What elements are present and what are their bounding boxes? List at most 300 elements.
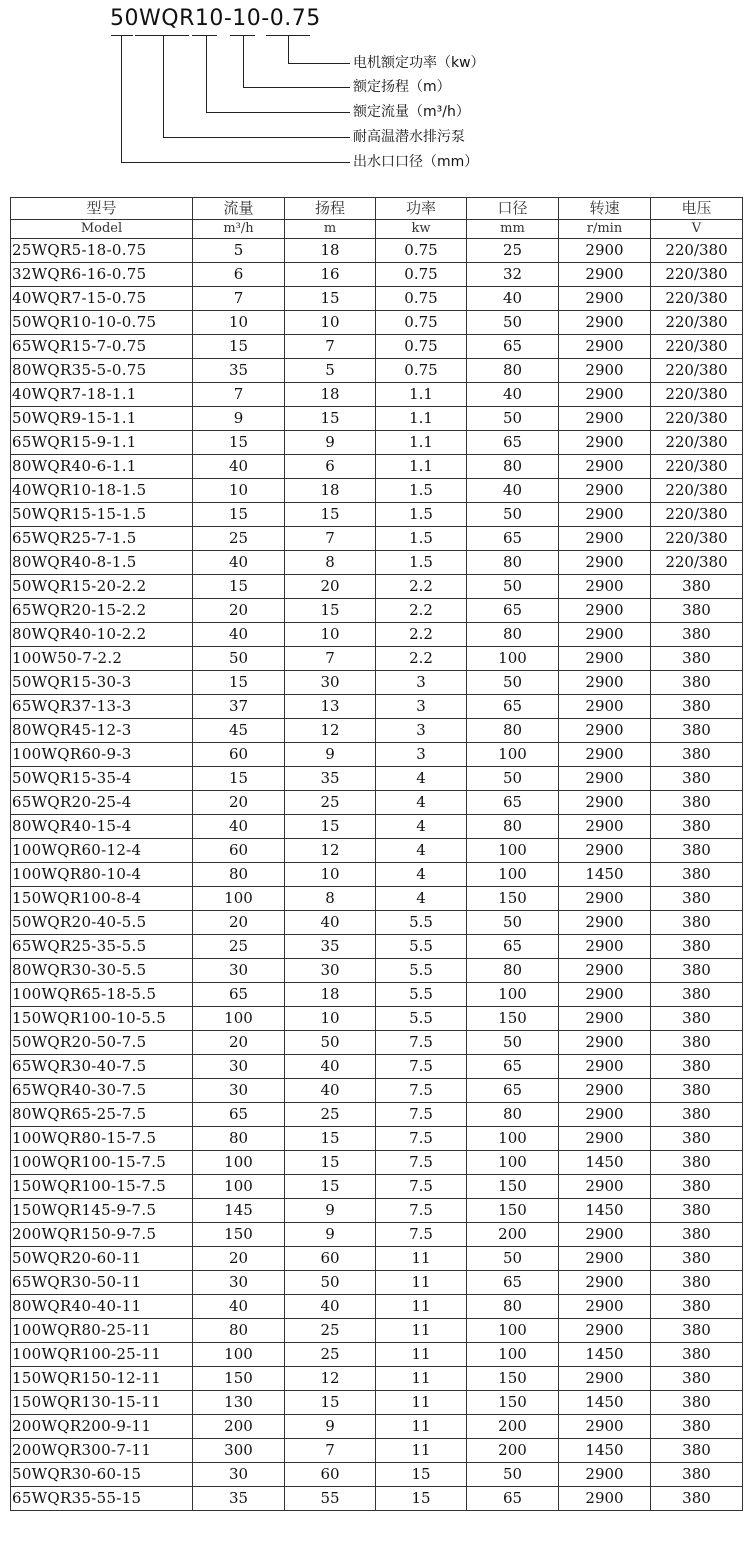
- cell-flow: 35: [193, 1487, 285, 1511]
- cell-voltage: 220/380: [651, 431, 743, 455]
- cell-voltage: 380: [651, 695, 743, 719]
- cell-voltage: 380: [651, 743, 743, 767]
- header-head: 扬程: [285, 198, 376, 220]
- cell-speed: 2900: [559, 1295, 651, 1319]
- cell-head: 60: [285, 1463, 376, 1487]
- cell-diameter: 50: [467, 911, 559, 935]
- cell-head: 10: [285, 863, 376, 887]
- cell-head: 16: [285, 263, 376, 287]
- cell-model: 65WQR15-7-0.75: [11, 335, 193, 359]
- cell-power: 11: [376, 1391, 467, 1415]
- table-row: [11, 743, 743, 767]
- cell-power: 0.75: [376, 359, 467, 383]
- header-model: 型号: [11, 198, 193, 220]
- cell-flow: 20: [193, 1031, 285, 1055]
- legend-pump-type: 耐高温潜水排污泵: [353, 129, 465, 145]
- cell-diameter: 150: [467, 1391, 559, 1415]
- cell-diameter: 50: [467, 1463, 559, 1487]
- cell-voltage: 380: [651, 1199, 743, 1223]
- cell-model: 50WQR15-35-4: [11, 767, 193, 791]
- cell-diameter: 65: [467, 1055, 559, 1079]
- cell-flow: 10: [193, 311, 285, 335]
- table-row: [11, 1151, 743, 1175]
- cell-speed: 2900: [559, 263, 651, 287]
- table-row: [11, 1367, 743, 1391]
- leader-series-horizontal: [163, 137, 350, 138]
- table-row: [11, 767, 743, 791]
- cell-voltage: 220/380: [651, 335, 743, 359]
- cell-speed: 2900: [559, 599, 651, 623]
- cell-speed: 2900: [559, 527, 651, 551]
- table-row: [11, 791, 743, 815]
- cell-flow: 15: [193, 575, 285, 599]
- table-row: [11, 671, 743, 695]
- cell-flow: 9: [193, 407, 285, 431]
- cell-voltage: 220/380: [651, 503, 743, 527]
- cell-flow: 45: [193, 719, 285, 743]
- table-body: [11, 239, 743, 1511]
- cell-speed: 2900: [559, 767, 651, 791]
- table-row: [11, 239, 743, 263]
- cell-voltage: 380: [651, 575, 743, 599]
- cell-speed: 2900: [559, 1175, 651, 1199]
- cell-flow: 145: [193, 1199, 285, 1223]
- cell-voltage: 380: [651, 767, 743, 791]
- cell-diameter: 200: [467, 1415, 559, 1439]
- table-row: [11, 1031, 743, 1055]
- cell-speed: 2900: [559, 1103, 651, 1127]
- cell-speed: 1450: [559, 863, 651, 887]
- cell-power: 3: [376, 743, 467, 767]
- cell-head: 7: [285, 647, 376, 671]
- cell-model: 40WQR7-15-0.75: [11, 287, 193, 311]
- cell-power: 11: [376, 1415, 467, 1439]
- cell-diameter: 100: [467, 1127, 559, 1151]
- table-row: [11, 1295, 743, 1319]
- table-row: [11, 1127, 743, 1151]
- cell-model: 50WQR15-20-2.2: [11, 575, 193, 599]
- cell-flow: 15: [193, 671, 285, 695]
- cell-head: 15: [285, 1127, 376, 1151]
- leader-power-vertical: [288, 36, 289, 63]
- cell-head: 15: [285, 1391, 376, 1415]
- cell-flow: 65: [193, 983, 285, 1007]
- cell-speed: 2900: [559, 623, 651, 647]
- cell-power: 4: [376, 791, 467, 815]
- cell-speed: 2900: [559, 407, 651, 431]
- table-row: [11, 983, 743, 1007]
- leader-power-horizontal: [288, 63, 350, 64]
- cell-flow: 30: [193, 1079, 285, 1103]
- cell-power: 1.1: [376, 407, 467, 431]
- cell-diameter: 65: [467, 695, 559, 719]
- cell-model: 50WQR20-50-7.5: [11, 1031, 193, 1055]
- cell-power: 0.75: [376, 287, 467, 311]
- cell-voltage: 380: [651, 719, 743, 743]
- cell-power: 7.5: [376, 1175, 467, 1199]
- cell-power: 1.5: [376, 503, 467, 527]
- table-row: [11, 1055, 743, 1079]
- cell-power: 11: [376, 1367, 467, 1391]
- cell-model: 50WQR30-60-15: [11, 1463, 193, 1487]
- cell-voltage: 380: [651, 1487, 743, 1511]
- cell-flow: 10: [193, 479, 285, 503]
- cell-head: 25: [285, 1343, 376, 1367]
- cell-speed: 2900: [559, 431, 651, 455]
- cell-diameter: 80: [467, 959, 559, 983]
- table-row: [11, 911, 743, 935]
- cell-voltage: 380: [651, 959, 743, 983]
- cell-head: 15: [285, 287, 376, 311]
- cell-voltage: 220/380: [651, 551, 743, 575]
- cell-voltage: 380: [651, 1439, 743, 1463]
- cell-power: 7.5: [376, 1127, 467, 1151]
- table-row: [11, 383, 743, 407]
- cell-model: 65WQR40-30-7.5: [11, 1079, 193, 1103]
- cell-head: 40: [285, 1079, 376, 1103]
- cell-diameter: 150: [467, 1175, 559, 1199]
- cell-speed: 2900: [559, 1271, 651, 1295]
- table-row: [11, 287, 743, 311]
- cell-voltage: 380: [651, 887, 743, 911]
- cell-diameter: 80: [467, 551, 559, 575]
- cell-model: 150WQR100-15-7.5: [11, 1175, 193, 1199]
- cell-head: 9: [285, 431, 376, 455]
- cell-model: 100WQR80-10-4: [11, 863, 193, 887]
- cell-diameter: 40: [467, 479, 559, 503]
- cell-speed: 2900: [559, 935, 651, 959]
- cell-diameter: 80: [467, 815, 559, 839]
- cell-voltage: 380: [651, 1463, 743, 1487]
- cell-diameter: 50: [467, 503, 559, 527]
- cell-head: 7: [285, 527, 376, 551]
- cell-model: 150WQR100-10-5.5: [11, 1007, 193, 1031]
- cell-diameter: 100: [467, 1151, 559, 1175]
- cell-speed: 2900: [559, 1367, 651, 1391]
- header-flow: 流量: [193, 198, 285, 220]
- cell-flow: 130: [193, 1391, 285, 1415]
- cell-flow: 40: [193, 455, 285, 479]
- cell-speed: 2900: [559, 1055, 651, 1079]
- cell-voltage: 380: [651, 1007, 743, 1031]
- cell-power: 11: [376, 1343, 467, 1367]
- cell-diameter: 40: [467, 383, 559, 407]
- cell-power: 0.75: [376, 239, 467, 263]
- cell-flow: 80: [193, 863, 285, 887]
- cell-speed: 1450: [559, 1439, 651, 1463]
- cell-model: 100WQR65-18-5.5: [11, 983, 193, 1007]
- unit-diameter: mm: [467, 220, 559, 239]
- cell-flow: 35: [193, 359, 285, 383]
- cell-power: 7.5: [376, 1079, 467, 1103]
- table-row: [11, 1487, 743, 1511]
- cell-speed: 2900: [559, 1223, 651, 1247]
- cell-voltage: 380: [651, 1055, 743, 1079]
- cell-speed: 2900: [559, 287, 651, 311]
- cell-diameter: 200: [467, 1223, 559, 1247]
- cell-speed: 2900: [559, 551, 651, 575]
- cell-diameter: 50: [467, 407, 559, 431]
- header-diameter: 口径: [467, 198, 559, 220]
- cell-speed: 2900: [559, 743, 651, 767]
- cell-power: 1.5: [376, 527, 467, 551]
- cell-model: 80WQR65-25-7.5: [11, 1103, 193, 1127]
- cell-voltage: 380: [651, 1343, 743, 1367]
- cell-power: 7.5: [376, 1103, 467, 1127]
- cell-voltage: 380: [651, 623, 743, 647]
- cell-model: 100WQR100-15-7.5: [11, 1151, 193, 1175]
- cell-flow: 15: [193, 503, 285, 527]
- cell-model: 150WQR130-15-11: [11, 1391, 193, 1415]
- cell-flow: 80: [193, 1319, 285, 1343]
- cell-model: 65WQR35-55-15: [11, 1487, 193, 1511]
- cell-head: 8: [285, 887, 376, 911]
- cell-head: 12: [285, 1367, 376, 1391]
- table-row: [11, 1343, 743, 1367]
- cell-voltage: 220/380: [651, 239, 743, 263]
- cell-speed: 2900: [559, 455, 651, 479]
- units-row: [11, 220, 743, 239]
- cell-model: 100W50-7-2.2: [11, 647, 193, 671]
- cell-voltage: 220/380: [651, 311, 743, 335]
- cell-voltage: 220/380: [651, 479, 743, 503]
- cell-voltage: 220/380: [651, 455, 743, 479]
- cell-model: 65WQR25-35-5.5: [11, 935, 193, 959]
- cell-model: 50WQR15-30-3: [11, 671, 193, 695]
- cell-diameter: 32: [467, 263, 559, 287]
- cell-voltage: 380: [651, 1367, 743, 1391]
- table-row: [11, 1415, 743, 1439]
- cell-flow: 15: [193, 431, 285, 455]
- leader-diameter-vertical: [121, 36, 122, 162]
- table-row: [11, 1391, 743, 1415]
- cell-head: 12: [285, 839, 376, 863]
- cell-model: 65WQR20-15-2.2: [11, 599, 193, 623]
- cell-power: 2.2: [376, 647, 467, 671]
- cell-power: 3: [376, 671, 467, 695]
- cell-power: 4: [376, 815, 467, 839]
- model-code-diagram: [0, 0, 750, 190]
- table-row: [11, 815, 743, 839]
- cell-speed: 2900: [559, 1463, 651, 1487]
- cell-model: 25WQR5-18-0.75: [11, 239, 193, 263]
- header-speed: 转速: [559, 198, 651, 220]
- cell-flow: 100: [193, 1343, 285, 1367]
- leader-head-horizontal: [243, 87, 350, 88]
- cell-voltage: 380: [651, 911, 743, 935]
- cell-power: 2.2: [376, 575, 467, 599]
- cell-diameter: 50: [467, 767, 559, 791]
- cell-speed: 2900: [559, 887, 651, 911]
- table-row: [11, 719, 743, 743]
- cell-flow: 100: [193, 1151, 285, 1175]
- cell-voltage: 220/380: [651, 359, 743, 383]
- cell-power: 7.5: [376, 1031, 467, 1055]
- cell-model: 65WQR15-9-1.1: [11, 431, 193, 455]
- unit-head: m: [285, 220, 376, 239]
- cell-speed: 2900: [559, 839, 651, 863]
- cell-diameter: 50: [467, 1031, 559, 1055]
- cell-diameter: 65: [467, 599, 559, 623]
- pump-spec-table: [10, 197, 743, 1511]
- table-row: [11, 863, 743, 887]
- cell-voltage: 380: [651, 863, 743, 887]
- cell-voltage: 380: [651, 1151, 743, 1175]
- cell-power: 5.5: [376, 983, 467, 1007]
- cell-speed: 2900: [559, 1007, 651, 1031]
- cell-voltage: 380: [651, 1295, 743, 1319]
- cell-speed: 1450: [559, 1343, 651, 1367]
- cell-flow: 60: [193, 743, 285, 767]
- cell-model: 200WQR150-9-7.5: [11, 1223, 193, 1247]
- cell-power: 2.2: [376, 623, 467, 647]
- cell-diameter: 100: [467, 1319, 559, 1343]
- cell-power: 4: [376, 887, 467, 911]
- underline-flow: [192, 35, 217, 36]
- leader-diameter-horizontal: [121, 162, 350, 163]
- cell-flow: 80: [193, 1127, 285, 1151]
- cell-diameter: 65: [467, 335, 559, 359]
- table-row: [11, 935, 743, 959]
- unit-power: kw: [376, 220, 467, 239]
- cell-flow: 30: [193, 1271, 285, 1295]
- cell-speed: 1450: [559, 1199, 651, 1223]
- legend-outlet-diameter: 出水口口径（mm）: [353, 154, 479, 170]
- cell-head: 7: [285, 335, 376, 359]
- cell-speed: 2900: [559, 695, 651, 719]
- underline-diameter: [111, 35, 133, 36]
- cell-voltage: 220/380: [651, 383, 743, 407]
- cell-diameter: 100: [467, 863, 559, 887]
- cell-power: 5.5: [376, 1007, 467, 1031]
- table-row: [11, 623, 743, 647]
- cell-flow: 150: [193, 1223, 285, 1247]
- cell-diameter: 150: [467, 1007, 559, 1031]
- cell-voltage: 380: [651, 1391, 743, 1415]
- table-row: [11, 839, 743, 863]
- cell-speed: 2900: [559, 479, 651, 503]
- cell-model: 100WQR100-25-11: [11, 1343, 193, 1367]
- cell-model: 50WQR20-60-11: [11, 1247, 193, 1271]
- cell-model: 80WQR40-6-1.1: [11, 455, 193, 479]
- cell-head: 40: [285, 1055, 376, 1079]
- cell-model: 80WQR40-40-11: [11, 1295, 193, 1319]
- cell-diameter: 65: [467, 431, 559, 455]
- cell-diameter: 80: [467, 1295, 559, 1319]
- cell-model: 32WQR6-16-0.75: [11, 263, 193, 287]
- cell-speed: 2900: [559, 1127, 651, 1151]
- cell-flow: 40: [193, 623, 285, 647]
- cell-head: 15: [285, 407, 376, 431]
- cell-power: 5.5: [376, 911, 467, 935]
- cell-speed: 2900: [559, 791, 651, 815]
- table-row: [11, 1103, 743, 1127]
- cell-speed: 2900: [559, 1031, 651, 1055]
- cell-flow: 37: [193, 695, 285, 719]
- cell-flow: 25: [193, 935, 285, 959]
- cell-voltage: 380: [651, 1319, 743, 1343]
- cell-diameter: 50: [467, 1247, 559, 1271]
- cell-head: 18: [285, 383, 376, 407]
- table-row: [11, 263, 743, 287]
- cell-head: 9: [285, 1415, 376, 1439]
- cell-diameter: 50: [467, 671, 559, 695]
- cell-flow: 6: [193, 263, 285, 287]
- cell-power: 3: [376, 719, 467, 743]
- cell-power: 0.75: [376, 335, 467, 359]
- cell-diameter: 150: [467, 1367, 559, 1391]
- cell-diameter: 80: [467, 1103, 559, 1127]
- cell-head: 35: [285, 935, 376, 959]
- cell-head: 10: [285, 311, 376, 335]
- cell-flow: 7: [193, 287, 285, 311]
- cell-model: 100WQR80-15-7.5: [11, 1127, 193, 1151]
- cell-head: 60: [285, 1247, 376, 1271]
- cell-power: 15: [376, 1463, 467, 1487]
- cell-voltage: 380: [651, 815, 743, 839]
- cell-head: 40: [285, 1295, 376, 1319]
- cell-model: 200WQR300-7-11: [11, 1439, 193, 1463]
- cell-head: 5: [285, 359, 376, 383]
- cell-speed: 2900: [559, 1079, 651, 1103]
- header-power: 功率: [376, 198, 467, 220]
- table-row: [11, 1175, 743, 1199]
- legend-rated-flow: 额定流量（m³/h）: [353, 104, 470, 120]
- cell-voltage: 220/380: [651, 527, 743, 551]
- cell-voltage: 220/380: [651, 407, 743, 431]
- cell-model: 150WQR100-8-4: [11, 887, 193, 911]
- cell-head: 30: [285, 959, 376, 983]
- cell-voltage: 380: [651, 983, 743, 1007]
- cell-voltage: 380: [651, 1223, 743, 1247]
- cell-voltage: 220/380: [651, 287, 743, 311]
- cell-speed: 2900: [559, 959, 651, 983]
- cell-flow: 20: [193, 911, 285, 935]
- cell-power: 1.1: [376, 383, 467, 407]
- cell-model: 100WQR80-25-11: [11, 1319, 193, 1343]
- cell-flow: 40: [193, 1295, 285, 1319]
- table-row: [11, 335, 743, 359]
- cell-power: 7.5: [376, 1223, 467, 1247]
- table-row: [11, 359, 743, 383]
- table-row: [11, 887, 743, 911]
- table-row: [11, 455, 743, 479]
- model-code-example: 50WQR10-10-0.75: [110, 6, 321, 31]
- cell-voltage: 380: [651, 647, 743, 671]
- cell-flow: 5: [193, 239, 285, 263]
- cell-head: 40: [285, 911, 376, 935]
- table-row: [11, 959, 743, 983]
- cell-model: 65WQR30-40-7.5: [11, 1055, 193, 1079]
- cell-flow: 15: [193, 767, 285, 791]
- cell-speed: 2900: [559, 911, 651, 935]
- table-row: [11, 1079, 743, 1103]
- cell-speed: 2900: [559, 335, 651, 359]
- cell-model: 80WQR45-12-3: [11, 719, 193, 743]
- cell-voltage: 380: [651, 599, 743, 623]
- table-row: [11, 1223, 743, 1247]
- cell-model: 200WQR200-9-11: [11, 1415, 193, 1439]
- table-row: [11, 527, 743, 551]
- leader-head-vertical: [243, 36, 244, 87]
- cell-flow: 20: [193, 791, 285, 815]
- cell-model: 65WQR30-50-11: [11, 1271, 193, 1295]
- table-row: [11, 599, 743, 623]
- table-row: [11, 431, 743, 455]
- cell-model: 80WQR35-5-0.75: [11, 359, 193, 383]
- cell-model: 40WQR10-18-1.5: [11, 479, 193, 503]
- cell-model: 80WQR40-8-1.5: [11, 551, 193, 575]
